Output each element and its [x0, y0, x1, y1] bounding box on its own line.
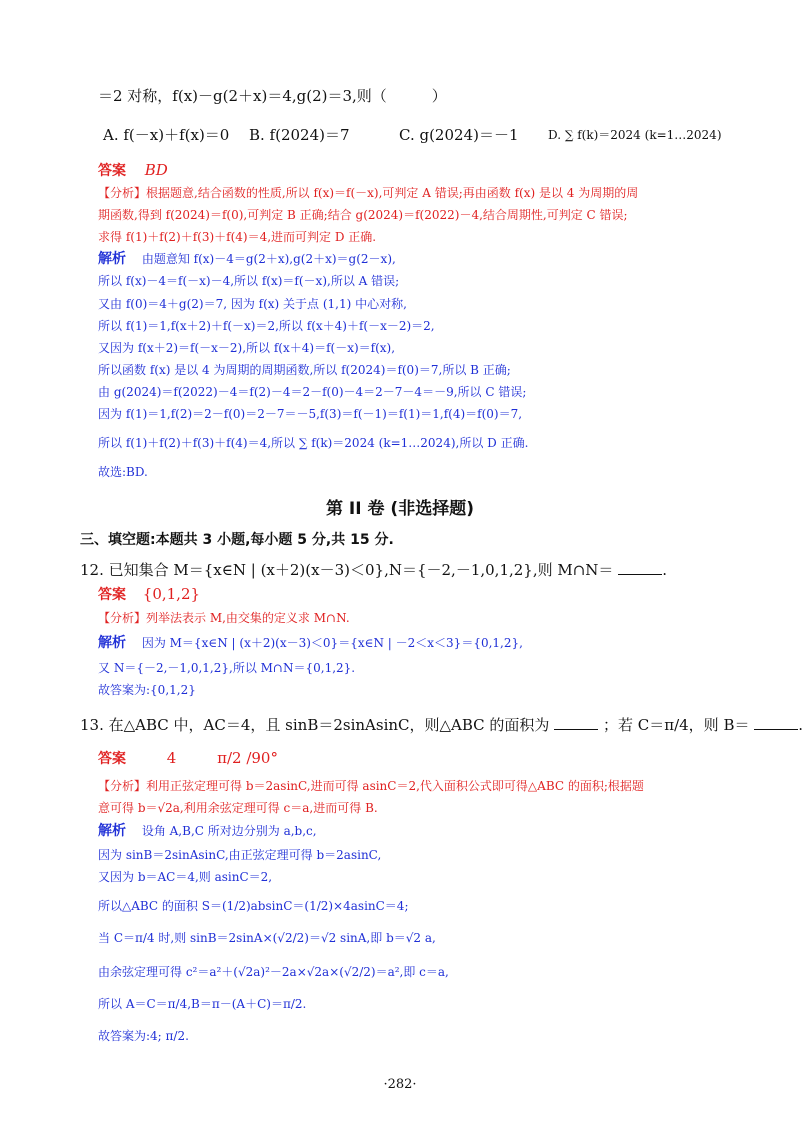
q11-solution-line: 由题意知 f(x)－4＝g(2＋x),g(2＋x)＝g(2－x), [141, 252, 396, 266]
q11-solution-line: 故选:BD. [98, 465, 148, 479]
q11-solution-line: 又因为 f(x＋2)＝f(－x－2),所以 f(x＋4)＝f(－x)＝f(x), [98, 341, 396, 355]
solution-label: 解析 [98, 823, 126, 839]
q11-solution-line: 因为 f(1)＝1,f(2)＝2－f(0)＝2－7＝－5,f(3)＝f(－1)＝f(1)＝1,f(4)＝f(0)＝7, [98, 407, 523, 421]
answer-label: 答案 [98, 751, 126, 767]
solution-label: 解析 [98, 251, 126, 267]
q11-analysis-line: 求得 f(1)＋f(2)＋f(3)＋f(4)＝4,进而可判定 D 正确. [98, 230, 377, 244]
q11-solution-line: 所以 f(x)－4＝f(－x)－4,所以 f(x)＝f(－x),所以 A 错误; [98, 274, 400, 288]
answer-label: 答案 [98, 163, 126, 179]
part-title: 第 II 卷 (非选择题) [326, 499, 474, 519]
q11-analysis-line: 根据题意,结合函数的性质,所以 f(x)＝f(－x),可判定 A 错误;再由函数 f(x) 是以 4 为周期的周 [146, 186, 639, 200]
q13-solution-line: 因为 sinB＝2sinAsinC,由正弦定理可得 b＝2asinC, [98, 848, 382, 862]
analysis-label: 【分析】 [98, 611, 147, 625]
q13-solution-line: 所以△ABC 的面积 S＝(1/2)absinC＝(1/2)×4asinC＝4; [98, 899, 409, 913]
q11-option-c: C. g(2024)＝－1 [399, 126, 519, 144]
q11-solution-line: 所以函数 f(x) 是以 4 为周期的周期函数,所以 f(2024)＝f(0)＝7,所以 B 正确; [98, 363, 511, 377]
section-heading: 三、填空题:本题共 3 小题,每小题 5 分,共 15 分. [80, 532, 394, 548]
q13-solution-line: 设角 A,B,C 所对边分别为 a,b,c, [141, 824, 317, 838]
q11-option-d: D. ∑ f(k)＝2024 (k=1…2024) [548, 128, 722, 142]
q13-analysis-line: 意可得 b＝√2a,利用余弦定理可得 c＝a,进而可得 B. [98, 801, 378, 815]
q13-answer-2: π/2 /90° [217, 749, 278, 767]
q11-option-a: A. f(－x)＋f(x)＝0 [103, 126, 230, 144]
q13-stem-b: ；若 C＝π/4，则 B＝ [602, 716, 750, 734]
q13-blank-2 [754, 715, 798, 730]
q11-analysis-line: 期函数,得到 f(2024)＝f(0),可判定 B 正确;结合 g(2024)＝f(2022)－4,结合周期性,可判定 C 错误; [98, 208, 628, 222]
q11-option-b: B. f(2024)＝7 [249, 126, 350, 144]
q12-analysis: 列举法表示 M,由交集的定义求 M∩N. [146, 611, 350, 625]
q13-solution-line: 故答案为:4; π/2. [98, 1029, 189, 1043]
q11-solution-line: 所以 f(1)＝1,f(x＋2)＋f(－x)＝2,所以 f(x＋4)＋f(－x－2)＝2, [98, 319, 435, 333]
q11-solution-line: 所以 f(1)＋f(2)＋f(3)＋f(4)＝4,所以 ∑ f(k)＝2024 (k=1…2024),所以 D 正确. [98, 436, 529, 450]
q13-solution-line: 所以 A＝C＝π/4,B＝π－(A＋C)＝π/2. [98, 997, 307, 1011]
answer-label: 答案 [98, 587, 126, 603]
q12-solution-line: 故答案为:{0,1,2} [98, 683, 196, 697]
q12-solution-line: 又 N＝{－2,－1,0,1,2},所以 M∩N＝{0,1,2}. [98, 661, 356, 675]
solution-label: 解析 [98, 635, 126, 651]
q11-answer: BD [144, 161, 168, 179]
q13-analysis-line: 利用正弦定理可得 b＝2asinC,进而可得 asinC＝2,代入面积公式即可得△ABC 的面积;根据题 [146, 779, 644, 793]
q12-solution-line: 因为 M＝{x∈N | (x＋2)(x－3)＜0}＝{x∈N | －2＜x＜3}＝{0,1,2}, [141, 636, 523, 650]
page-number: ·282· [383, 1077, 417, 1092]
analysis-label: 【分析】 [98, 186, 147, 200]
q13-stem-a: 13. 在△ABC 中，AC＝4，且 sinB＝2sinAsinC，则△ABC 的面积为 [80, 716, 550, 734]
q12-stem: 12. 已知集合 M＝{x∈N | (x＋2)(x－3)＜0},N＝{－2,－1,0,1,2},则 M∩N＝ [80, 561, 614, 579]
q11-solution-line: 又由 f(0)＝4＋g(2)＝7, 因为 f(x) 关于点 (1,1) 中心对称, [98, 297, 407, 311]
q11-stem-tail: ＝2 对称，f(x)－g(2＋x)＝4,g(2)＝3,则（ ） [98, 87, 447, 105]
q13-solution-line: 由余弦定理可得 c²＝a²＋(√2a)²－2a×√2a×(√2/2)＝a²,即 c＝a, [98, 965, 449, 979]
q12-blank [618, 560, 662, 575]
q13-blank-1 [554, 715, 598, 730]
analysis-label: 【分析】 [98, 779, 147, 793]
q12-answer: {0,1,2} [142, 585, 201, 603]
q13-solution-line: 当 C＝π/4 时,则 sinB＝2sinA×(√2/2)＝√2 sinA,即 b＝√2 a, [98, 931, 436, 945]
q13-solution-line: 又因为 b＝AC＝4,则 asinC＝2, [98, 870, 273, 884]
q11-solution-line: 由 g(2024)＝f(2022)－4＝f(2)－4＝2－f(0)－4＝2－7－4＝－9,所以 C 错误; [98, 385, 527, 399]
q13-answer-1: 4 [166, 749, 177, 767]
